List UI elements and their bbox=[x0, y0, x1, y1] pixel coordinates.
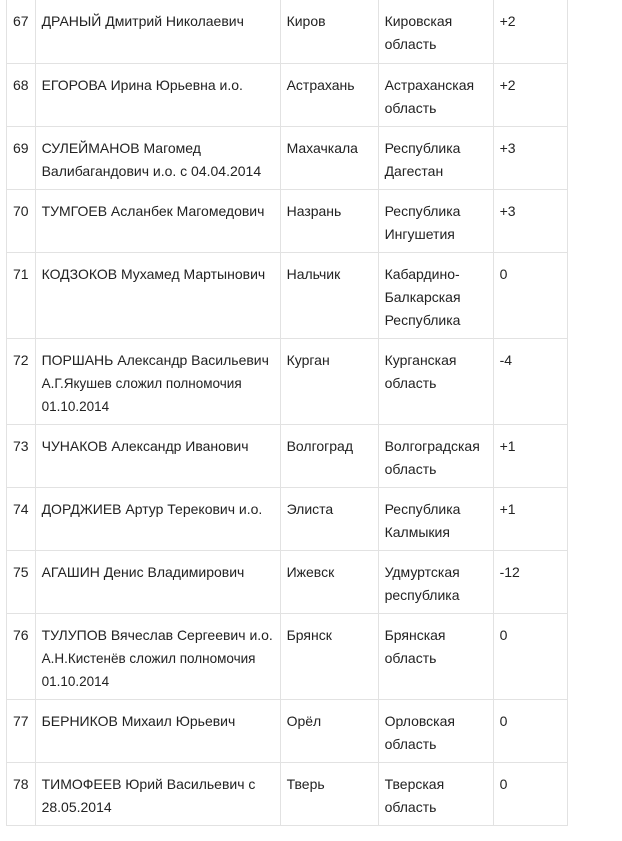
table-row bbox=[7, 252, 568, 338]
rank-change: +2 bbox=[493, 63, 567, 126]
region: Орловская область bbox=[378, 699, 493, 762]
official-name-cell bbox=[35, 487, 280, 550]
city: Волгоград bbox=[280, 424, 378, 487]
official-name-cell bbox=[35, 189, 280, 252]
city: Брянск bbox=[280, 613, 378, 699]
official-name: ЧУНАКОВ Александр Иванович bbox=[41, 437, 249, 454]
region: Волгоградская область bbox=[378, 424, 493, 487]
row-number: 69 bbox=[7, 126, 36, 189]
city: Тверь bbox=[280, 762, 378, 825]
official-name: ДОРДЖИЕВ Артур Терекович и.о. bbox=[41, 500, 263, 517]
table-row bbox=[7, 0, 568, 63]
official-name: ТИМОФЕЕВ Юрий Васильевич с 28.05.2014 bbox=[41, 775, 256, 815]
official-name-cell bbox=[35, 0, 280, 63]
official-name-cell bbox=[35, 613, 280, 699]
row-number: 70 bbox=[7, 189, 36, 252]
official-name: ДРАНЫЙ Дмитрий Николаевич bbox=[41, 13, 244, 29]
row-number: 71 bbox=[7, 252, 36, 338]
row-number: 72 bbox=[7, 338, 36, 424]
region: Республика Дагестан bbox=[378, 126, 493, 189]
city: Орёл bbox=[280, 699, 378, 762]
region: Республика Ингушетия bbox=[378, 189, 493, 252]
region: Брянская область bbox=[378, 613, 493, 699]
official-name-cell bbox=[35, 338, 280, 424]
table-row bbox=[7, 699, 568, 762]
table-row bbox=[7, 126, 568, 189]
rank-change: 0 bbox=[493, 252, 567, 338]
row-number: 74 bbox=[7, 487, 36, 550]
official-name: ТУЛУПОВ Вячеслав Сергеевич и.о. bbox=[41, 626, 273, 643]
table-row bbox=[7, 338, 568, 424]
city: Киров bbox=[280, 0, 378, 63]
city: Ижевск bbox=[280, 550, 378, 613]
official-name: СУЛЕЙМАНОВ Магомед Валибагандович и.о. с 04.04.2014 bbox=[41, 139, 262, 179]
row-number: 75 bbox=[7, 550, 36, 613]
region: Астраханская область bbox=[378, 63, 493, 126]
table-row bbox=[7, 550, 568, 613]
rank-change: +3 bbox=[493, 189, 567, 252]
official-name: ПОРШАНЬ Александр Васильевич bbox=[41, 351, 269, 368]
official-name: ЕГОРОВА Ирина Юрьевна и.о. bbox=[41, 76, 243, 93]
row-number: 73 bbox=[7, 424, 36, 487]
region: Кировская область bbox=[378, 0, 493, 63]
row-number: 77 bbox=[7, 699, 36, 762]
row-number: 76 bbox=[7, 613, 36, 699]
rank-change: +3 bbox=[493, 126, 567, 189]
row-number: 78 bbox=[7, 762, 36, 825]
table-row bbox=[7, 613, 568, 699]
city: Нальчик bbox=[280, 252, 378, 338]
rank-change: 0 bbox=[493, 699, 567, 762]
rank-change: -4 bbox=[493, 338, 567, 424]
city: Элиста bbox=[280, 487, 378, 550]
rank-change: 0 bbox=[493, 613, 567, 699]
city: Махачкала bbox=[280, 126, 378, 189]
official-name: ТУМГОЕВ Асланбек Магомедович bbox=[41, 202, 265, 219]
rank-change: -12 bbox=[493, 550, 567, 613]
official-name-cell bbox=[35, 63, 280, 126]
region: Кабардино-Балкарская Республика bbox=[378, 252, 493, 338]
official-name-cell bbox=[35, 424, 280, 487]
official-name-cell bbox=[35, 550, 280, 613]
table-row bbox=[7, 63, 568, 126]
official-name-cell bbox=[35, 699, 280, 762]
official-name: КОДЗОКОВ Мухамед Мартынович bbox=[41, 265, 266, 282]
official-name-cell bbox=[35, 762, 280, 825]
region: Тверская область bbox=[378, 762, 493, 825]
rank-change: 0 bbox=[493, 762, 567, 825]
table-row bbox=[7, 189, 568, 252]
city: Астрахань bbox=[280, 63, 378, 126]
official-name: АГАШИН Денис Владимирович bbox=[41, 563, 245, 580]
rank-change: +1 bbox=[493, 424, 567, 487]
rank-change: +1 bbox=[493, 487, 567, 550]
table-row bbox=[7, 487, 568, 550]
official-name-cell bbox=[35, 126, 280, 189]
table-row bbox=[7, 762, 568, 825]
region: Удмуртская республика bbox=[378, 550, 493, 613]
city: Курган bbox=[280, 338, 378, 424]
rank-change: +2 bbox=[493, 0, 567, 63]
row-number: 68 bbox=[7, 63, 36, 126]
region: Республика Калмыкия bbox=[378, 487, 493, 550]
official-note: А.Н.Кистенёв сложил полномочия 01.10.2014 bbox=[41, 650, 256, 689]
rating-table-body bbox=[7, 0, 568, 825]
city: Назрань bbox=[280, 189, 378, 252]
region: Курганская область bbox=[378, 338, 493, 424]
official-note: А.Г.Якушев сложил полномочия 01.10.2014 bbox=[41, 375, 242, 414]
official-name: БЕРНИКОВ Михаил Юрьевич bbox=[41, 712, 236, 729]
table-row bbox=[7, 424, 568, 487]
official-name-cell bbox=[35, 252, 280, 338]
row-number: 67 bbox=[7, 0, 36, 63]
rating-table bbox=[6, 0, 568, 826]
